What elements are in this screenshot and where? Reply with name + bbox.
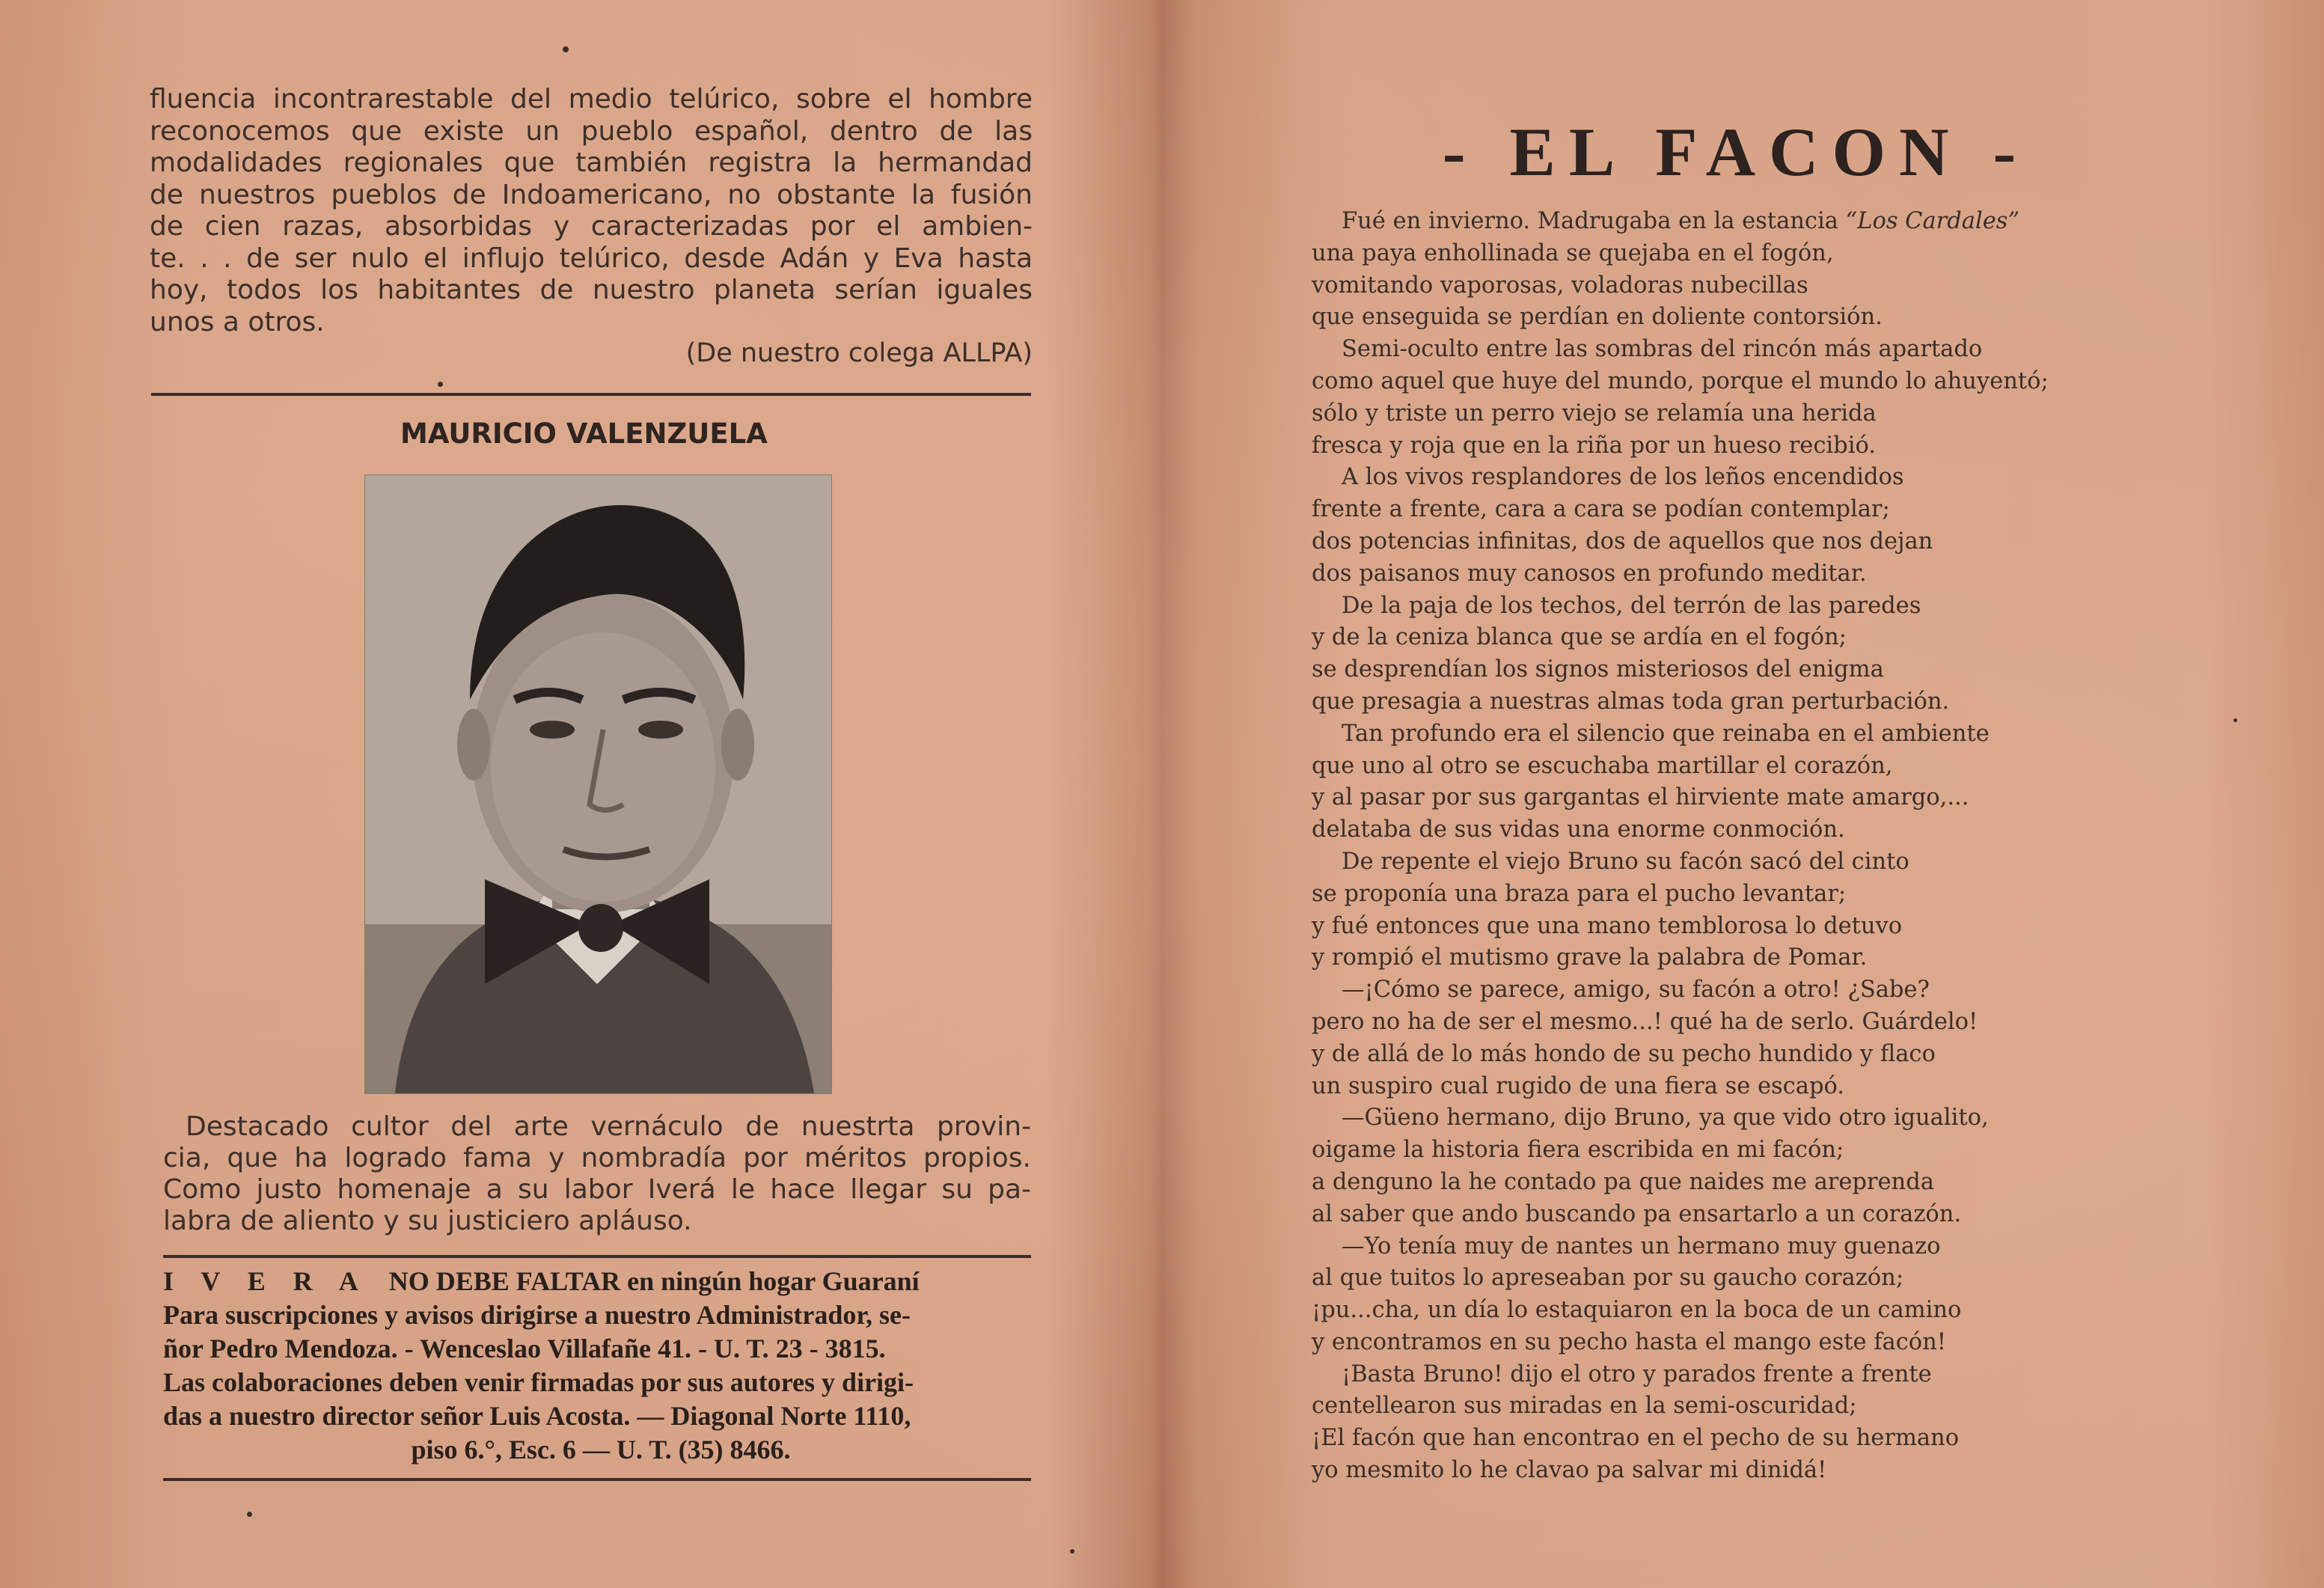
photo-caption xyxy=(163,1111,1031,1237)
intro-line: hoy, todos los habitantes de nuestro planeta serían iguales xyxy=(150,275,1033,305)
poem-line: dos potencias infinitas, dos de aquellos que nos dejan xyxy=(1312,528,1933,555)
poem-line: y al pasar por sus gargantas el hirviente mate amargo,... xyxy=(1312,784,1969,811)
intro-line: de nuestros pueblos de Indoamericano, no obstante la fusión xyxy=(150,179,1033,210)
poem-line: —Güeno hermano, dijo Bruno, ya que vido otro igualito, xyxy=(1342,1105,1989,1132)
intro-line: unos a otros. xyxy=(150,306,325,338)
magazine-brand: I V E R A xyxy=(163,1266,369,1296)
notice-line-2: Para suscripciones y avisos dirigirse a nuestro Administrador, se- xyxy=(163,1300,911,1330)
intro-line: reconocemos que existe un pueblo español, dentro de las xyxy=(150,115,1033,147)
poem-line: y de la ceniza blanca que se ardía en el fogón; xyxy=(1312,624,1847,651)
poem-opening: Fué en invierno. Madrugaba en la estancia xyxy=(1342,208,1846,234)
poem-line: se proponía una braza para el pucho levantar; xyxy=(1312,880,1847,907)
notice-slogan: NO DEBE FALTAR en ningún hogar Guaraní xyxy=(388,1266,920,1296)
portrait-illustration xyxy=(365,475,831,1093)
intro-paragraph xyxy=(150,84,1033,338)
intro-line: modalidades regionales que también registra la hermandad xyxy=(150,147,1033,178)
section-heading: MAURICIO VALENZUELA xyxy=(400,418,768,450)
notice-line-4: Las colaboraciones deben venir firmadas por sus autores y dirigi- xyxy=(163,1367,914,1397)
intro-line: te. . . de ser nulo el influjo telúrico, desde Adán y Eva hasta xyxy=(150,242,1033,274)
caption-line: cia, que ha logrado fama y nombradía por méritos propios. xyxy=(163,1143,1031,1173)
poem-line: delataba de sus vidas una enorme conmoción. xyxy=(1312,816,1845,843)
poem-line: se desprendían los signos misteriosos del enigma xyxy=(1312,656,1884,683)
poem-line: —¡Cómo se parece, amigo, su facón a otro! ¿Sabe? xyxy=(1342,977,1930,1004)
notice-line-3: ñor Pedro Mendoza. - Wenceslao Villafañe 41. - U. T. 23 - 3815. xyxy=(163,1334,886,1363)
left-page xyxy=(0,0,1156,1588)
divider-rule xyxy=(163,1255,1031,1258)
poem-line: y fué entonces que una mano temblorosa lo detuvo xyxy=(1312,912,1903,939)
poem-line: yo mesmito lo he clavao pa salvar mi dinidá! xyxy=(1312,1457,1827,1484)
portrait-photo xyxy=(364,474,832,1094)
poem-line: centellearon sus miradas en la semi-oscuridad; xyxy=(1312,1393,1857,1420)
notice-line-1 xyxy=(163,1265,1046,1298)
divider-rule xyxy=(163,1478,1031,1481)
poem-line: y de allá de lo más hondo de su pecho hundido y flaco xyxy=(1312,1040,1936,1067)
poem-line: al que tuitos lo apreseaban por su gaucho corazón; xyxy=(1312,1265,1904,1292)
poem-line: A los vivos resplandores de los leños encendidos xyxy=(1342,464,1904,491)
caption-line: labra de aliento y su justiciero apláuso. xyxy=(163,1206,692,1236)
poem-line: —Yo tenía muy de nantes un hermano muy guenazo xyxy=(1342,1233,1941,1259)
poem-line: frente a frente, cara a cara se podían contemplar; xyxy=(1312,496,1890,523)
right-page xyxy=(1156,0,2324,1588)
source-credit: (De nuestro colega ALLPA) xyxy=(685,338,1033,368)
caption-line: Como justo homenaje a su labor Iverá le hace llegar su pa- xyxy=(163,1174,1031,1205)
poem-line: que presagia a nuestras almas toda gran perturbación. xyxy=(1312,688,1950,715)
caption-line: Destacado cultor del arte vernáculo de nuestrta provin- xyxy=(186,1111,1031,1142)
poem-line: sólo y triste un perro viejo se relamía una herida xyxy=(1312,400,1877,427)
poem-line: fresca y roja que en la riña por un hueso recibió. xyxy=(1312,432,1876,459)
poem-line: una paya enhollinada se quejaba en el fogón, xyxy=(1312,239,1834,266)
poem-line: ¡Basta Bruno! dijo el otro y parados frente a frente xyxy=(1342,1361,1932,1387)
poem-line: Semi-oculto entre las sombras del rincón más apartado xyxy=(1342,336,1983,363)
poem-line: y encontramos en su pecho hasta el mango este facón! xyxy=(1312,1328,1947,1355)
poem-line xyxy=(1312,206,2210,238)
subscription-notice xyxy=(163,1265,1046,1467)
divider-rule xyxy=(151,393,1031,396)
intro-line: de cien razas, absorbidas y caracterizadas por el ambien- xyxy=(150,211,1033,242)
poem-line: al saber que ando buscando pa ensartarlo a un corazón. xyxy=(1312,1200,1962,1227)
poem-line: vomitando vaporosas, voladoras nubecillas xyxy=(1312,272,1808,299)
estancia-name: “Los Cardales” xyxy=(1845,208,2020,234)
intro-line: fluencia incontrarestable del medio telúrico, sobre el hombre xyxy=(150,84,1033,114)
poem-line: De la paja de los techos, del terrón de las paredes xyxy=(1342,592,1921,619)
poem-line: oigame la historia fiera escribida en mi facón; xyxy=(1312,1137,1844,1164)
poem-line: que enseguida se perdían en doliente contorsión. xyxy=(1312,304,1883,331)
poem-line: que uno al otro se escuchaba martillar el corazón, xyxy=(1312,752,1893,779)
poem-line: como aquel que huye del mundo, porque el mundo lo ahuyentó; xyxy=(1312,367,2049,394)
poem-line: ¡El facón que han encontrao en el pecho de su hermano xyxy=(1312,1425,1960,1452)
poem-line: ¡pu...cha, un día lo estaquiaron en la boca de un camino xyxy=(1312,1297,1962,1324)
poem-line: a denguno la he contado pa que naides me areprenda xyxy=(1312,1168,1934,1195)
poem-body xyxy=(1312,206,2210,1487)
notice-line-6: piso 6.°, Esc. 6 — U. T. (35) 8466. xyxy=(411,1435,791,1465)
poem-line: De repente el viejo Bruno su facón sacó del cinto xyxy=(1342,848,1909,875)
notice-line-5: das a nuestro director señor Luis Acosta. — Diagonal Norte 1110, xyxy=(163,1401,911,1431)
poem-line: Tan profundo era el silencio que reinaba en el ambiente xyxy=(1342,720,1990,747)
poem-line: dos paisanos muy canosos en profundo meditar. xyxy=(1312,560,1867,587)
story-title: - EL FACON - xyxy=(1442,114,2030,190)
poem-line: pero no ha de ser el mesmo...! qué ha de serlo. Guárdelo! xyxy=(1312,1008,1978,1035)
poem-line: un suspiro cual rugido de una fiera se escapó. xyxy=(1312,1072,1844,1099)
poem-line: y rompió el mutismo grave la palabra de Pomar. xyxy=(1312,944,1868,971)
